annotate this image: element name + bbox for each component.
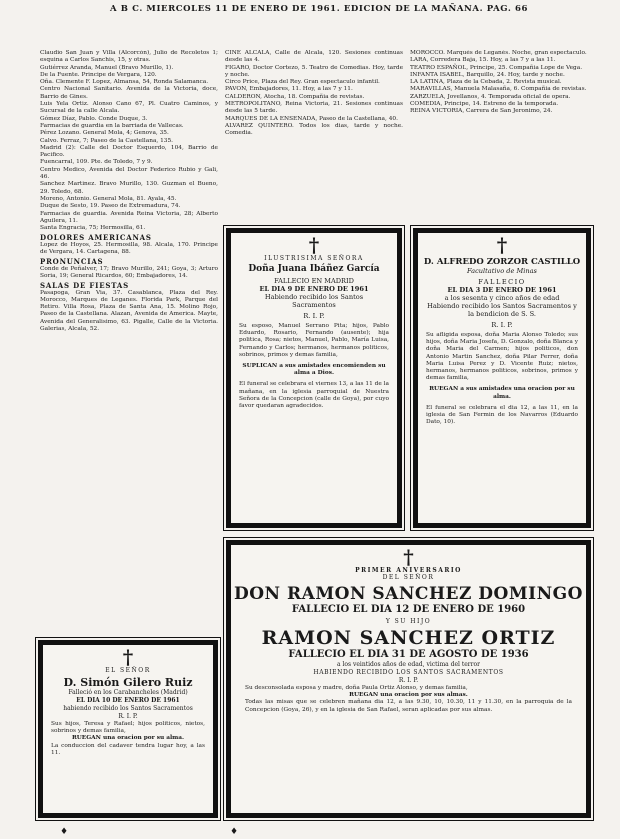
obituary-ruiz [38, 640, 218, 818]
list-item: Pérez Lozano. General Mola, 4; Genova, 35. [40, 130, 169, 137]
obituary-title: EL SEÑOR [105, 667, 151, 674]
list-item: Centro Nacional Sanitario. Avenida de la Victoria, doce, Barrio de Gines. [40, 86, 218, 100]
obituary-date: FALLECIO EL DIA 31 DE AGOSTO DE 1936 [288, 649, 529, 660]
list-item: MOROCCO. Marqués de Leganés. Noche, gran espectaculo. [410, 50, 587, 56]
obituary-line: Habiendo recibido los Santos Sacramentos y la bendicion de S. S. [427, 302, 577, 318]
list-item: LA LATINA, Plaza de la Cebada, 2. Revista musical. [410, 79, 562, 86]
obituary-line: Falleció en los Carabancheles (Madrid) [68, 689, 188, 696]
section-text: Lopez de Hoyos, 25. Hermosilla, 98. Alcala, 170. Principe de Vergara, 14. Cartagena, 88. [40, 241, 218, 256]
list-item: Sanchez Martinez. Bravo Murillo, 130. Guzman el Bueno, 29. Toledo, 68. [40, 181, 218, 195]
cross-icon: † [122, 645, 134, 669]
list-item: REINA VICTORIA, Carrera de San Jeronimo, 24. [410, 108, 553, 115]
obituary-line: FALLECIO [478, 278, 526, 286]
obituary-rip: R. I. P. [398, 677, 419, 684]
obituary-name: D. ALFREDO ZORZOR CASTILLO [423, 257, 581, 267]
section-text: Conde de Peñalver, 17; Bravo Murillo, 241; Goya, 3; Arturo Soria, 19; General Ricardos, 60; Embajadores, 14. [40, 265, 218, 279]
obituary-name: RAMON SANCHEZ ORTIZ [261, 627, 556, 649]
list-item: Gutiérrez Aranda, Manuel (Bravo Murillo, 1). [40, 64, 174, 71]
obituary-sanchez [226, 540, 591, 818]
obituary-line: HABIENDO RECIBIDO LOS SANTOS SACRAMENTOS [313, 669, 504, 676]
obituary-request: RUEGAN una oracion por sus almas. [349, 692, 468, 699]
obituary-line: Y SU HIJO [385, 618, 432, 625]
list-item: Oña. Clemente F. Lopez, Almansa, 54, Ronda Salamanca. [40, 79, 209, 86]
list-item: COMEDIA, Principe, 14. Estreno de la temporada. [410, 101, 559, 108]
list-item: Farmacias de guardia en la barriada de Vallecas. [40, 122, 184, 129]
obituary-name: Doña Juana Ibáñez García [248, 264, 380, 274]
list-item: Circo Price, Plaza del Rey. Gran espectaculo infantil. [225, 79, 380, 86]
obituary-body: El funeral se celebrara el viernes 13, a las 11 de la mañana, en la iglesia parroquial de Nuestra Señora de la Concepcion (calle de Goya), por cuyo favor quedaran agradecidos. [239, 381, 389, 410]
obituary-body: Su desconsolada esposa y madre, doña Paula Ortiz Alonso, y demas familia, [245, 685, 468, 691]
obituary-date: FALLECIO EL DIA 12 DE ENERO DE 1960 [291, 604, 526, 615]
page-mark: ♦ [60, 827, 69, 837]
cross-icon: † [496, 233, 508, 257]
list-item: CINE ALCALA, Calle de Alcala, 120. Sesiones continuas desde las 4. [225, 50, 403, 64]
obituary-garcia [226, 228, 402, 528]
anniversary-label: PRIMER ANIVERSARIO [355, 567, 462, 574]
anniversary-label: DEL SEÑOR [382, 574, 435, 581]
obituary-rip: R. I. P. [491, 321, 513, 329]
middle-column [225, 50, 403, 218]
list-item: CALDERON, Atocha, 18. Compañia de revistas. [225, 93, 365, 100]
list-item: Claudio San Juan y Villa (Alcorcón), Julio de Recoletos 1; esquina a Carlos Sanchis, 15, y otras. [40, 50, 218, 64]
list-item: Gómez Díaz, Pablo. Conde Duque, 3. [40, 115, 148, 122]
list-item: INFANTA ISABEL, Barquillo, 24. Hoy, tarde y noche. [410, 71, 565, 78]
cross-icon: † [403, 545, 414, 569]
section-title: PRONUNCIAS [40, 257, 104, 267]
list-item: Moreno, Antonio. General Mola, 81. Ayala, 45. [40, 195, 177, 202]
cross-icon: † [308, 233, 320, 257]
obituary-line: Habiendo recibido los Santos Sacramentos [264, 293, 364, 309]
list-item: Fuencarral, 109. Pte. de Toledo, 7 y 9. [40, 159, 153, 166]
obituary-body: Su afligida esposa, doña Maria Alonso Toledo; sus hijos, doña Maria Josefa, D. Gonzalo, doña Blanca y doña Maria del Carmen; hijos politicos, don Antonio Martin Sanchez, doña Pilar Ferrer, doña Maria Luisa Perez y D. Vicente Ruiz; nietos, hermanos, hermanos politicos, sobrinos, primos y demas familia, [426, 332, 578, 382]
page-mark: ♦ [230, 827, 239, 837]
list-item: METROPOLITANO, Reina Victoria, 21. Sesiones continuas desde las 5 tarde. [225, 101, 403, 115]
obituary-rip: R. I. P. [118, 713, 138, 720]
list-item: MARQUES DE LA ENSENADA, Paseo de la Castellana, 40. [225, 115, 398, 122]
obituary-date: EL DIA 9 DE ENERO DE 1961 [259, 285, 369, 293]
list-item: MARAVILLAS, Manuela Malasaña, 6. Compañia de revistas. [410, 86, 587, 93]
section-title: DOLORES AMERICANAS [40, 233, 152, 243]
obituary-line: Facultativo de Minas [467, 267, 537, 275]
list-item: ZARZUELA, Jovellanos, 4. Temporada oficial de opera. [410, 93, 571, 100]
obituary-name: DON RAMON SANCHEZ DOMINGO [234, 584, 583, 604]
list-item: Santa Engracia, 75; Hermosilla, 61. [40, 225, 146, 232]
list-item: TEATRO ESPAÑOL, Principe, 25. Compañia Lope de Vega. [410, 64, 583, 71]
list-item: Luis Yela Ortiz. Alonso Cano 67, Pl. Cuatro Caminos, y Sucursal de la calle Alcala. [40, 101, 218, 115]
obituary-name: D. Simón Gilero Ruiz [63, 676, 193, 689]
obituary-date: EL DIA 10 DE ENERO DE 1961 [76, 697, 180, 704]
list-item: Madrid (2): Calle del Doctor Esquerdo, 104, Barrio de Pacifico. [40, 144, 218, 159]
obituary-body: La conduccion del cadaver tendra lugar hoy, a las 11. [51, 742, 205, 756]
obituary-line: a los sesenta y cinco años de edad [444, 294, 560, 302]
obituary-line: FALLECIO EN MADRID [274, 277, 354, 285]
list-item: Calvo. Ferraz, 7; Paseo de la Castellana, 135. [40, 137, 173, 144]
obituary-request: RUEGAN una oracion por su alma. [71, 735, 185, 742]
obituary-body: Su esposo, Manuel Serrano Pita; hijos, Pablo Eduardo, Rosario, Fernando (ausente); hija politica, Rosa; nietos, Manuel, Pablo, María Luisa, Fernando y Carlos; hermanos, hermanos politicos, sobrinos, primos y demas familia, [239, 323, 389, 358]
list-item: FIGARO, Doctor Cortezo, 5. Teatro de Comedias. Hoy, tarde y noche. [225, 64, 403, 78]
list-item: LARA, Corredera Baja, 15. Hoy, a las 7 y a las 11. [410, 57, 556, 64]
obituary-line: habiendo recibido los Santos Sacramentos [63, 705, 193, 712]
obituary-request: SUPLICAN a sus amistades encomienden su alma a Dios. [242, 363, 386, 377]
obituary-title: ILUSTRISIMA SEÑORA [264, 255, 364, 262]
page-header: A B C. MIERCOLES 11 DE ENERO DE 1961. EDICION DE LA MAÑANA. PAG. 66 [110, 4, 528, 14]
section-text: Pasapoga, Gran Via, 37. Casablanca, Plaza del Rey. Morocco, Marques de Leganes. Florida Park, Parque del Retiro. Villa Rosa, Plaza de Santa Ana, 15. Molino Rojo, Paseo de la Castellana. Alazan, Avenida de America. Mayte, Avenida del Generalisimo, 63. Pigalle, Calle de la Victoria. Galerias, Alcala, 52. [40, 289, 218, 332]
obituary-body: El funeral se celebrara el dia 12, a las 11, en la iglesia de San Fermin de los Navarros (Eduardo Dato, 10). [426, 404, 578, 426]
list-item: Centro Medico, Avenida del Doctor Federico Rubio y Gali, 46. [40, 166, 218, 181]
left-column [40, 50, 218, 630]
list-item: De la Fuente. Principe de Vergara, 120. [40, 71, 157, 78]
list-item: Duque de Sesto, 19. Paseo de Extremadura, 74. [40, 203, 181, 210]
obituary-body: Todas las misas que se celebren mañana dia 12, a las 9.30, 10, 10.30, 11 y 11.30, en la parroquia de la Concepcion (Goya, 26), y en la iglesia de San Rafael, seran aplicadas por sus almas. [245, 699, 572, 713]
obituary-body: Sus hijos, Teresa y Rafael; hijos politicos, nietos, sobrinos y demas familia, [51, 721, 205, 735]
obituary-rip: R. I. P. [303, 312, 325, 320]
obituary-castillo [413, 228, 591, 528]
list-item: PAVON, Embajadores, 11. Hoy, a las 7 y 11. [225, 86, 353, 93]
section-title: SALAS DE FIESTAS [40, 281, 129, 291]
obituary-date: EL DIA 3 DE ENERO DE 1961 [447, 286, 557, 294]
list-item: ALVAREZ QUINTERO. Todos los dias, tarde y noche. Comedia. [225, 122, 403, 137]
list-item: Farmacias de guardia. Avenida Reina Victoria, 28; Alberto Aguilera, 11. [40, 210, 218, 224]
obituary-request: RUEGAN a sus amistades una oracion por su alma. [429, 386, 575, 400]
right-column [410, 50, 588, 218]
obituary-line: a los veintidos años de edad, victima del terror [336, 661, 481, 668]
